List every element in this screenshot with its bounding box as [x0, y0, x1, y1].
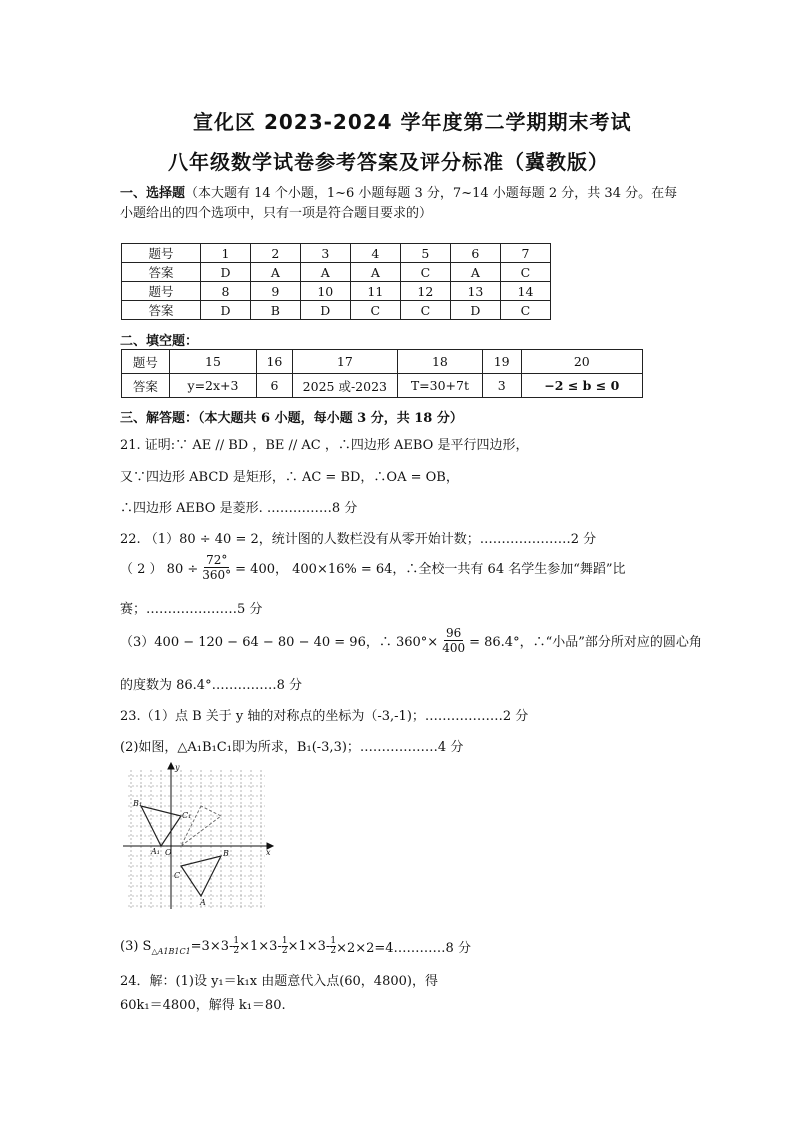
point-b1-label: B₁: [133, 799, 143, 808]
table-cell: 6: [257, 374, 292, 398]
table-cell: 7: [500, 244, 550, 263]
table-cell: 13: [450, 282, 500, 301]
fraction-numerator: 1: [233, 936, 240, 946]
table-row: [122, 263, 551, 282]
fraction-72-360: [200, 553, 233, 582]
table-cell: 8: [201, 282, 251, 301]
table-cell: C: [400, 263, 450, 282]
point-c1-label: C₁: [182, 811, 192, 820]
q22-part2-text-a: （ 2 ） 80 ÷: [120, 562, 199, 577]
q22-part3: [120, 626, 702, 655]
row-header-cell: 答案: [122, 263, 201, 282]
table-cell: C: [500, 301, 550, 320]
table-cell: 5: [400, 244, 450, 263]
origin-label: O: [165, 848, 172, 857]
point-a-label: A: [200, 898, 206, 907]
row-header-cell: 答案: [122, 301, 201, 320]
q22-part3-cont: 的度数为 86.4°……………8 分: [120, 678, 302, 693]
q23-part2: (2)如图，△A₁B₁C₁即为所求，B₁(-3,3)；………………4 分: [120, 740, 464, 755]
point-b-label: B: [223, 849, 229, 858]
q22-part1: 22. （1）80 ÷ 40 = 2，统计图的人数栏没有从零开始计数；…………………2 分: [120, 532, 597, 547]
fraction-numerator: 96: [446, 626, 462, 640]
table-row: [122, 282, 551, 301]
point-a1-label: A₁: [151, 847, 160, 856]
section1-intro: [120, 182, 677, 201]
table-cell: 6: [450, 244, 500, 263]
table-cell: 1: [201, 244, 251, 263]
row-header-cell: 题号: [122, 350, 170, 374]
point-c-label: C: [174, 871, 181, 880]
table-row: [122, 374, 643, 398]
section3-heading: 三、解答题：（本大题共 6 小题，每小题 3 分，共 18 分）: [120, 411, 463, 426]
section2-heading: 二、填空题：: [120, 334, 199, 349]
table-cell: D: [201, 301, 251, 320]
table-cell: A: [300, 263, 350, 282]
q22-part2-cont: 赛；…………………5 分: [120, 602, 263, 617]
table-cell: 10: [300, 282, 350, 301]
q24-line2: 60k₁＝4800，解得 k₁＝80.: [120, 998, 286, 1013]
q23-part3-text-e: ×2×2=4…………8 分: [336, 941, 471, 956]
choice-answer-table: [121, 243, 551, 320]
row-header-cell: 题号: [122, 244, 201, 263]
table-cell: 16: [257, 350, 292, 374]
q23-part3-text-a: (3) S: [120, 939, 152, 954]
table-cell: 20: [521, 350, 642, 374]
fraction-numerator: 1: [330, 936, 337, 946]
x-axis-label: x: [266, 848, 271, 857]
table-cell: D: [300, 301, 350, 320]
q22-part2-text-b: = 400， 400×16% = 64，∴全校一共有 64 名学生参加“舞蹈”比: [235, 562, 626, 577]
y-axis-label: y: [175, 763, 180, 772]
fraction-denominator: 400: [442, 641, 466, 655]
table-cell: A: [350, 263, 400, 282]
table-cell: 9: [250, 282, 300, 301]
grid-lines: [128, 770, 265, 909]
q23-part3-text-b: =3×3-: [190, 939, 234, 954]
q21-line3: ∴四边形 AEBO 是菱形. ……………8 分: [120, 501, 358, 516]
fraction-numerator: 1: [281, 936, 288, 946]
table-cell: D: [201, 263, 251, 282]
table-cell: 12: [400, 282, 450, 301]
row-header-cell: 答案: [122, 374, 170, 398]
table-cell: A: [450, 263, 500, 282]
table-row: [122, 301, 551, 320]
table-cell: 11: [350, 282, 400, 301]
fraction-denominator: 2: [281, 946, 288, 956]
fill-answer-table: [121, 349, 643, 398]
table-row: [122, 350, 643, 374]
q21-line1: 21. 证明:∵ AE // BD ，BE // AC ，∴四边形 AEBO 是平行四边形，: [120, 438, 529, 453]
table-cell: 19: [482, 350, 521, 374]
table-cell: C: [500, 263, 550, 282]
q21-line2: 又∵四边形 ABCD 是矩形，∴ AC = BD，∴OA = OB，: [120, 470, 459, 485]
q23-part3-text-c: ×1×3-: [239, 939, 282, 954]
triangle-subscript: △A1B1C1: [151, 947, 191, 956]
table-cell: T=30+7t: [398, 374, 483, 398]
fraction-denominator: 2: [330, 946, 337, 956]
table-cell: A: [250, 263, 300, 282]
section1-desc2: 小题给出的四个选项中，只有一项是符合题目要求的）: [120, 206, 433, 221]
q22-part3-text-a: （3）400 − 120 − 64 − 80 − 40 = 96，∴ 360°×: [120, 635, 439, 650]
table-cell: 15: [169, 350, 257, 374]
page-subtitle: 八年级数学试卷参考答案及评分标准（冀教版）: [168, 150, 609, 174]
table-cell: 2: [250, 244, 300, 263]
row-header-cell: 题号: [122, 282, 201, 301]
q23-part3: [120, 937, 471, 956]
fraction-96-400: [440, 626, 467, 655]
section1-heading: 一、选择题: [120, 186, 186, 201]
section1-desc1: （本大题有 14 个小题，1~6 小题每题 3 分，7~14 小题每题 2 分，共 34 分。在每: [185, 186, 678, 201]
fraction-denominator: 360°: [202, 568, 232, 582]
table-row: [122, 244, 551, 263]
table-cell: 14: [500, 282, 550, 301]
table-cell: C: [350, 301, 400, 320]
table-cell: y=2x+3: [169, 374, 257, 398]
fraction-numerator: 72°: [206, 553, 228, 567]
table-cell: B: [250, 301, 300, 320]
page-title: 宣化区 2023-2024 学年度第二学期期末考试: [193, 110, 632, 134]
q22-part3-text-b: = 86.4°，∴“小品”部分所对应的圆心角: [469, 635, 702, 650]
table-cell: −2 ≤ b ≤ 0: [521, 374, 642, 398]
table-cell: 17: [292, 350, 398, 374]
q24-line1: 24．解：(1)设 y₁＝k₁x 由题意代入点(60，4800)，得: [120, 974, 438, 989]
fraction-denominator: 2: [233, 946, 240, 956]
q23-part3-text-d: ×1×3-: [287, 939, 331, 954]
table-cell: D: [450, 301, 500, 320]
table-cell: 18: [398, 350, 483, 374]
table-cell: C: [400, 301, 450, 320]
table-cell: 4: [350, 244, 400, 263]
q23-part1: 23.（1）点 B 关于 y 轴的对称点的坐标为（-3,-1)；………………2 分: [120, 709, 529, 724]
q22-part2: [120, 553, 626, 582]
table-cell: 3: [300, 244, 350, 263]
coordinate-grid-figure: [120, 762, 280, 912]
table-cell: 3: [482, 374, 521, 398]
table-cell: 2025 或-2023: [292, 374, 398, 398]
